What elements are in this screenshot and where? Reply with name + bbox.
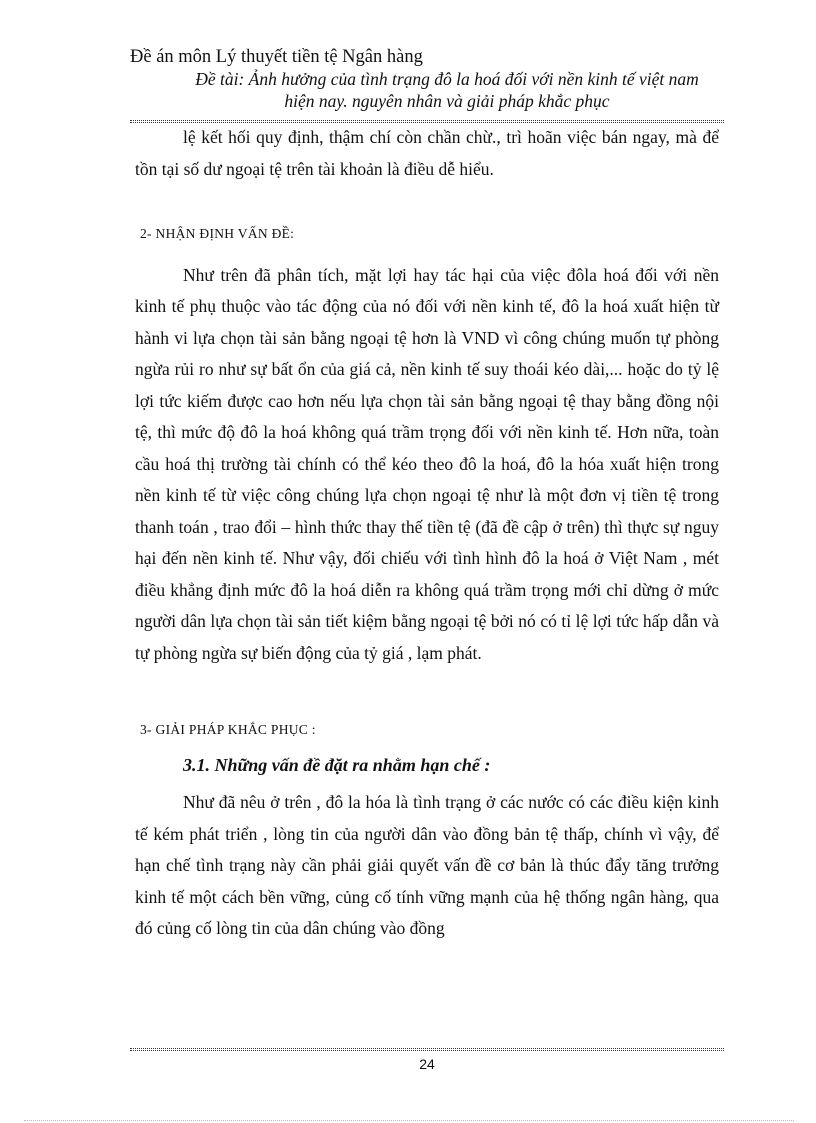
header-course-title: Đề án môn Lý thuyết tiền tệ Ngân hàng (130, 47, 423, 67)
page-bottom-border (24, 1120, 794, 1121)
section-2-paragraph: Như trên đã phân tích, mặt lợi hay tác hại của việc đôla hoá đối với nền kinh tế phụ thuộc vào tác động của nó đối với nền kinh tế, đô la hoá xuất hiện từ hành vi lựa chọn tài sản bằng ngoại tệ hơn là VND vì công chúng muốn tự phòng ngừa rủi ro như sự bất ổn của giá cả, nền kinh tế suy thoái kéo dài,... hoặc do tỷ lệ lợi tức kiếm được cao hơn nếu lựa chọn tài sản bằng ngoại tệ thay bằng đồng nội tệ, thì mức độ đô la hoá không quá trầm trọng đối với nền kinh tế. Hơn nữa, toàn cầu hoá thị trường tài chính có thể kéo theo đô la hoá, đô la hóa xuất hiện trong nền kinh tế từ việc công chúng lựa chọn ngoại tệ như là một đơn vị tiền tệ trong thanh toán , trao đổi – hình thức thay thế tiền tệ (đã đề cập ở trên) thì thực sự nguy hại đến nền kinh tế. Như vậy, đối chiếu với tình hình đô la hoá ở Việt Nam , mét điều khẳng định mức đô la hoá diễn ra không quá trầm trọng mới chỉ dừng ở mức người dân lựa chọn tài sản tiết kiệm bằng ngoại tệ bởi nó có tỉ lệ lợi tức hấp dẫn và tự phòng ngừa sự biến động của tỷ giá , lạm phát. (135, 264, 719, 663)
page-number: 24 (419, 1056, 435, 1072)
section-3-1-paragraph: Như đã nêu ở trên , đô la hóa là tình trạng ở các nước có các điều kiện kinh tế kém phát triển , lòng tin của người dân vào đồng bản tệ thấp, chính vì vậy, để hạn chế tình trạng này cần phải giải quyết vấn đề cơ bản là thúc đẩy tăng trưởng kinh tế một cách bền vững, củng cố tính vững mạnh của hệ thống ngân hàng, qua đó củng cố lòng tin của dân chúng vào đồng (135, 792, 719, 938)
spacer (135, 185, 719, 218)
continuation-paragraph: lệ kết hối quy định, thậm chí còn chần chừ., trì hoãn việc bán ngay, mà để tồn tại số dư ngoại tệ trên tài khoản là điều dễ hiểu. (135, 127, 719, 179)
page-body (135, 122, 719, 945)
footer-divider (130, 1048, 724, 1051)
spacer (135, 250, 719, 260)
section-3-heading: 3- GIẢI PHÁP KHẮC PHỤC : (140, 722, 316, 737)
page-header (130, 46, 724, 112)
spacer (135, 669, 719, 714)
section-2-heading: 2- NHẬN ĐỊNH VẤN ĐỀ: (140, 226, 295, 241)
header-topic-line-2: hiện nay. nguyên nhân và giải pháp khắc phục (284, 91, 610, 111)
header-topic-line-1: Đề tài: Ảnh hưởng của tình trạng đô la hoá đối với nền kinh tế việt nam (195, 69, 699, 89)
subsection-3-1-heading: 3.1. Những vấn đề đặt ra nhằm hạn chế : (183, 754, 491, 775)
